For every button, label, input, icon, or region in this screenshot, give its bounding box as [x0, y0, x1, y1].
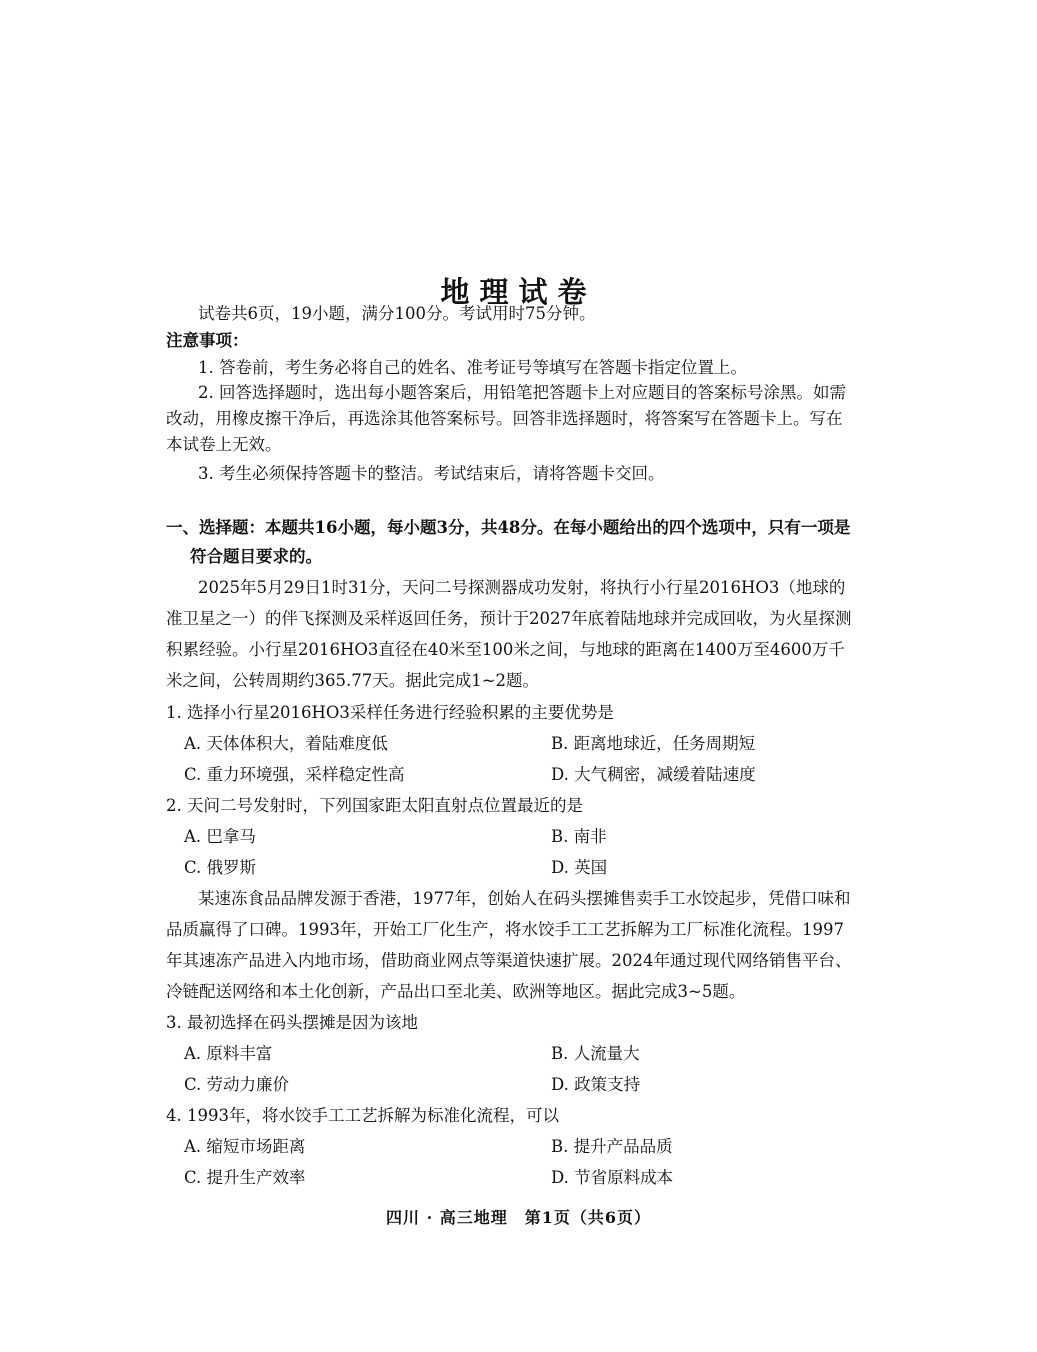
section-heading: 一、选择题：本题共16小题，每小题3分，共48分。在每小题给出的四个选项中，只有一项是: [166, 518, 851, 537]
option-d: D. 英国: [551, 858, 608, 877]
passage-line: 某速冻食品品牌发源于香港，1977年，创始人在码头摆摊售卖手工水饺起步，凭借口味和: [198, 889, 851, 908]
option-c: C. 俄罗斯: [184, 858, 257, 877]
passage-line: 品质赢得了口碑。1993年，开始工厂化生产，将水饺手工工艺拆解为工厂标准化流程。1997: [166, 920, 844, 939]
question-stem: 1. 选择小行星2016HO3采样任务进行经验积累的主要优势是: [166, 703, 614, 722]
question-stem: 4. 1993年，将水饺手工工艺拆解为标准化流程，可以: [166, 1106, 559, 1125]
passage-line: 2025年5月29日1时31分，天问二号探测器成功发射，将执行小行星2016HO3（地球的: [198, 578, 846, 597]
option-a: A. 原料丰富: [184, 1044, 273, 1063]
option-b: B. 人流量大: [551, 1044, 640, 1063]
page-footer: 四川 · 高三地理 第1页（共6页）: [386, 1208, 651, 1227]
option-b: B. 南非: [551, 827, 607, 846]
note-line: 本试卷上无效。: [166, 435, 282, 454]
notes-heading: 注意事项：: [166, 331, 249, 350]
option-c: C. 提升生产效率: [184, 1168, 306, 1187]
option-c: C. 劳动力廉价: [184, 1075, 290, 1094]
page-title: 地理试卷: [440, 275, 597, 309]
section-heading: 符合题目要求的。: [190, 547, 322, 566]
option-c: C. 重力环境强，采样稳定性高: [184, 765, 405, 784]
passage-line: 年其速冻产品进入内地市场，借助商业网点等渠道快速扩展。2024年通过现代网络销售平台、: [166, 951, 852, 970]
option-b: B. 提升产品品质: [551, 1137, 673, 1156]
note-line: 2. 回答选择题时，选出每小题答案后，用铅笔把答题卡上对应题目的答案标号涂黑。如需: [198, 383, 846, 402]
passage-line: 准卫星之一）的伴飞探测及采样返回任务，预计于2027年底着陆地球并完成回收，为火星探测: [166, 609, 852, 628]
note-line: 3. 考生必须保持答题卡的整洁。考试结束后，请将答题卡交回。: [198, 464, 665, 483]
passage-line: 积累经验。小行星2016HO3直径在40米至100米之间，与地球的距离在1400万至4600万千: [166, 640, 845, 659]
passage-line: 冷链配送网络和本土化创新，产品出口至北美、欧洲等地区。据此完成3~5题。: [166, 982, 746, 1001]
question-stem: 3. 最初选择在码头摆摊是因为该地: [166, 1013, 418, 1032]
passage-line: 米之间，公转周期约365.77天。据此完成1~2题。: [166, 671, 540, 690]
exam-intro: 试卷共6页，19小题，满分100分。考试用时75分钟。: [198, 304, 596, 323]
option-d: D. 政策支持: [551, 1075, 641, 1094]
note-line: 改动，用橡皮擦干净后，再选涂其他答案标号。回答非选择题时，将答案写在答题卡上。写在: [166, 409, 843, 428]
option-a: A. 巴拿马: [184, 827, 256, 846]
option-d: D. 大气稠密，减缓着陆速度: [551, 765, 756, 784]
option-b: B. 距离地球近，任务周期短: [551, 734, 756, 753]
question-stem: 2. 天问二号发射时，下列国家距太阳直射点位置最近的是: [166, 796, 583, 815]
option-d: D. 节省原料成本: [551, 1168, 674, 1187]
option-a: A. 天体体积大，着陆难度低: [184, 734, 388, 753]
option-a: A. 缩短市场距离: [184, 1137, 306, 1156]
note-line: 1. 答卷前，考生务必将自己的姓名、准考证号等填写在答题卡指定位置上。: [198, 358, 747, 377]
